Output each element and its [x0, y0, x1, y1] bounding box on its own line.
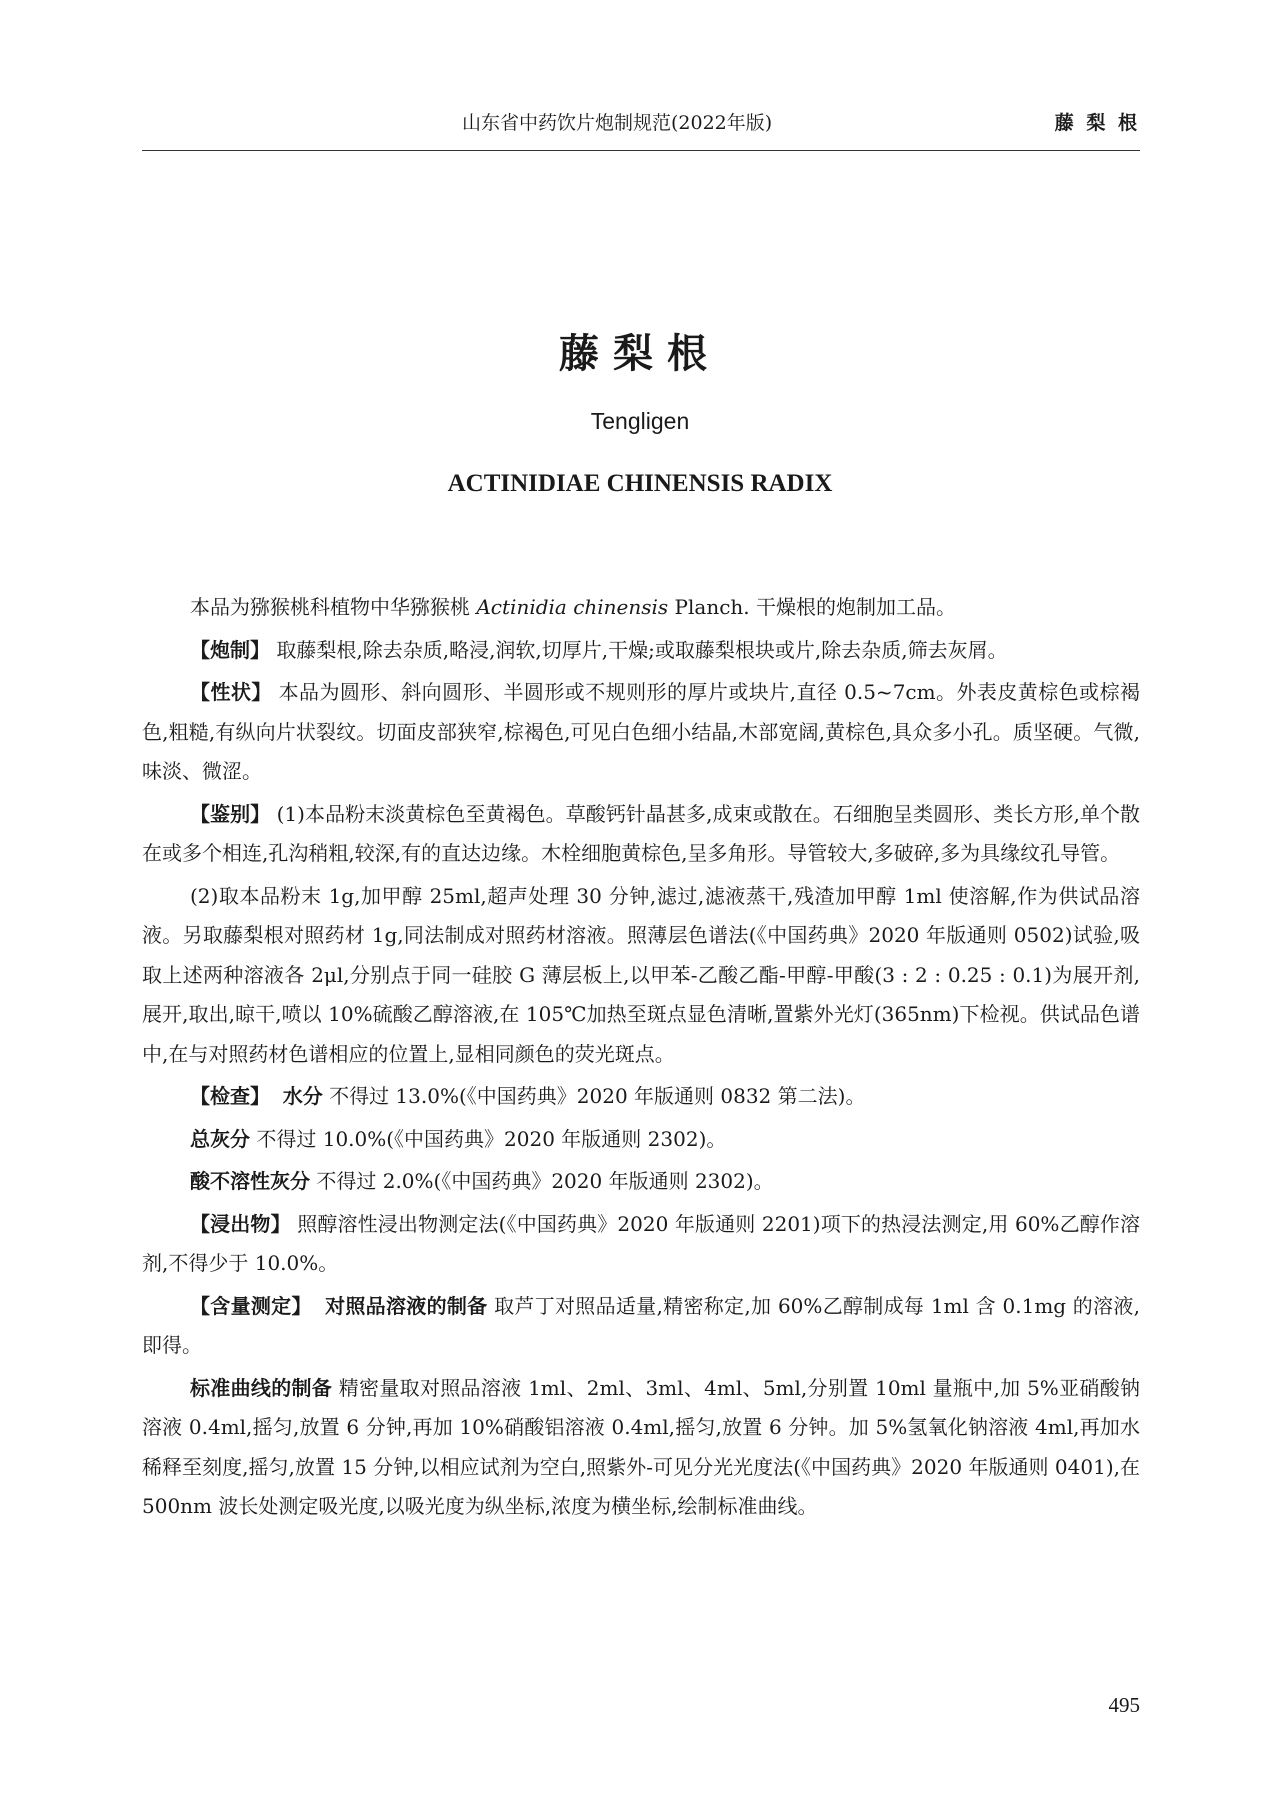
biaozhun-paragraph: 标准曲线的制备 精密量取对照品溶液 1ml、2ml、3ml、4ml、5ml,分别置 10ml 量瓶中,加 5%亚硝酸钠溶液 0.4ml,摇匀,放置 6 分钟,再加 10%硝酸铝溶液 0.4ml,摇匀,放置 6 分钟。加 5%氢氧化钠溶液 4ml,再加水稀释至刻度,摇匀,放置 15 分钟,以相应试剂为空白,照紫外-可见分光光度法(《中国药典》2020 年版通则 0401),在 500nm 波长处测定吸光度,以吸光度为纵坐标,浓度为横坐标,绘制标准曲线。 — [142, 1375, 1140, 1518]
section-label-xingzhuang: 【性状】 — [190, 680, 272, 704]
page-title: 藤梨根 — [559, 331, 721, 377]
monograph-body — [142, 588, 1140, 1530]
jianbie-paragraph-2: (2)取本品粉末 1g,加甲醇 25ml,超声处理 30 分钟,滤过,滤液蒸干,残渣加甲醇 1ml 使溶解,作为供试品溶液。另取藤梨根对照药材 1g,同法制成对照药材溶液。照薄层色谱法(《中国药典》2020 年版通则 0502)试验,吸取上述两种溶液各 2μl,分别点于同一硅胶 G 薄层板上,以甲苯-乙酸乙酯-甲醇-甲酸(3 : 2 : 0.25 : 0.1)为展开剂,展开,取出,晾干,喷以 10%硫酸乙醇溶液,在 105℃加热至斑点显色清晰,置紫外光灯(365nm)下检视。供试品色谱中,在与对照药材色谱相应的位置上,显相同颜色的荧光斑点。 — [142, 883, 1140, 1066]
book-title: 山东省中药饮片炮制规范(2022年版) — [462, 112, 773, 134]
section-label-hanliang: 【含量测定】 — [190, 1293, 312, 1318]
suanbu-paragraph: 酸不溶性灰分 不得过 2.0%(《中国药典》2020 年版通则 2302)。 — [190, 1169, 774, 1193]
paozhi-paragraph: 【炮制】 取藤梨根,除去杂质,略浸,润软,切厚片,干燥;或取藤梨根块或片,除去杂质,筛去灰屑。 — [190, 637, 1008, 662]
page-number: 495 — [1108, 1693, 1140, 1717]
section-label-paozhi: 【炮制】 — [190, 637, 270, 662]
zonghuifen-paragraph: 总灰分 不得过 10.0%(《中国药典》2020 年版通则 2302)。 — [190, 1126, 727, 1151]
jiancha-paragraph: 【检查】 水分 不得过 13.0%(《中国药典》2020 年版通则 0832 第二法)。 — [190, 1084, 866, 1108]
biaozhun-label: 标准曲线的制备 — [190, 1375, 333, 1400]
running-header — [142, 108, 1140, 148]
section-label-jiancha: 【检查】 — [190, 1084, 270, 1108]
section-label-jianbie: 【鉴别】 — [190, 801, 271, 826]
entry-name: 藤 梨 根 — [1054, 112, 1140, 134]
shuifen-label: 水分 — [282, 1084, 323, 1108]
hanliang-paragraph: 【含量测定】 对照品溶液的制备 取芦丁对照品适量,精密称定,加 60%乙醇制成每 1ml 含 0.1mg 的溶液,即得。 — [142, 1293, 1140, 1357]
suanbu-label: 酸不溶性灰分 — [190, 1169, 310, 1193]
xingzhuang-paragraph: 【性状】 本品为圆形、斜向圆形、半圆形或不规则形的厚片或块片,直径 0.5~7cm。外表皮黄棕色或棕褐色,粗糙,有纵向片状裂纹。切面皮部狭窄,棕褐色,可见白色细小结晶,木部宽阔,黄棕色,具众多小孔。质坚硬。气微,味淡、微涩。 — [142, 680, 1141, 783]
zonghuifen-label: 总灰分 — [190, 1126, 250, 1151]
jianbie-paragraph-1: 【鉴别】 (1)本品粉末淡黄棕色至黄褐色。草酸钙针晶甚多,成束或散在。石细胞呈类圆形、类长方形,单个散在或多个相连,孔沟稍粗,较深,有的直达边缘。木栓细胞黄棕色,呈多角形。导管较大,多破碎,多为具缘纹孔导管。 — [142, 801, 1140, 865]
header-rule — [142, 150, 1140, 151]
duizhao-label: 对照品溶液的制备 — [325, 1293, 488, 1318]
section-label-jinchuwu: 【浸出物】 — [190, 1211, 291, 1236]
jinchuwu-paragraph: 【浸出物】 照醇溶性浸出物测定法(《中国药典》2020 年版通则 2201)项下的热浸法测定,用 60%乙醇作溶剂,不得少于 10.0%。 — [142, 1211, 1140, 1275]
latin-name: ACTINIDIAE CHINENSIS RADIX — [447, 470, 833, 497]
species-name: Actinidia chinensis — [476, 595, 669, 619]
intro-paragraph: 本品为猕猴桃科植物中华猕猴桃 Actinidia chinensis Planch. 干燥根的炮制加工品。 — [190, 595, 957, 619]
pinyin-name: Tengligen — [590, 408, 690, 434]
